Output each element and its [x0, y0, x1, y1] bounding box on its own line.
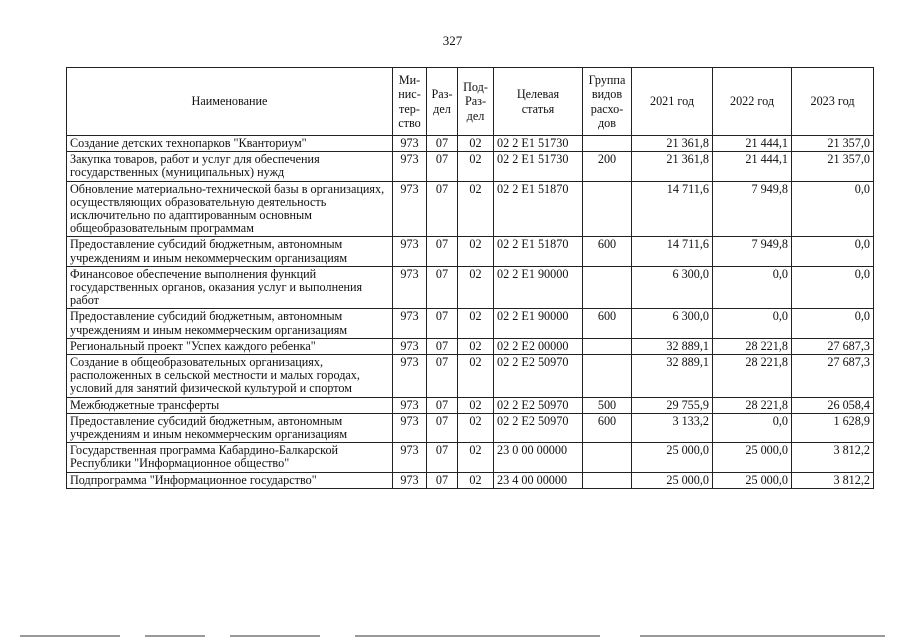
header-2021: 2021 год	[632, 68, 713, 136]
cell-y2023: 0,0	[792, 309, 874, 338]
cell-y2022: 21 444,1	[713, 152, 792, 181]
cell-name: Подпрограмма "Информационное государство"	[67, 472, 393, 488]
cell-y2022: 21 444,1	[713, 136, 792, 152]
cell-target: 02 2 Е1 51730	[494, 152, 583, 181]
cell-ministry: 973	[393, 443, 427, 472]
cell-subsection: 02	[458, 443, 494, 472]
header-name: Наименование	[67, 68, 393, 136]
cell-ministry: 973	[393, 181, 427, 237]
table-body	[67, 136, 874, 489]
cell-group	[583, 355, 632, 398]
cell-group	[583, 443, 632, 472]
table-row	[67, 443, 874, 472]
cell-ministry: 973	[393, 136, 427, 152]
cell-target: 02 2 Е2 50970	[494, 397, 583, 413]
header-subsection: Под- Раз- дел	[458, 68, 494, 136]
header-target: Целевая статья	[494, 68, 583, 136]
cell-y2022: 7 949,8	[713, 237, 792, 266]
cell-section: 07	[427, 237, 458, 266]
cell-target: 02 2 Е1 51870	[494, 181, 583, 237]
cell-subsection: 02	[458, 355, 494, 398]
cell-section: 07	[427, 266, 458, 309]
cell-y2023: 1 628,9	[792, 413, 874, 442]
cell-name: Предоставление субсидий бюджетным, автономным учреждениям и иным некоммерческим организациям	[67, 237, 393, 266]
cell-y2021: 6 300,0	[632, 309, 713, 338]
header-group: Группа видов расхо- дов	[583, 68, 632, 136]
cell-ministry: 973	[393, 472, 427, 488]
table-row	[67, 413, 874, 442]
cell-ministry: 973	[393, 397, 427, 413]
table-row	[67, 397, 874, 413]
cell-target: 02 2 Е2 00000	[494, 338, 583, 354]
cell-y2022: 25 000,0	[713, 472, 792, 488]
cell-section: 07	[427, 309, 458, 338]
cell-name: Предоставление субсидий бюджетным, автономным учреждениям и иным некоммерческим организациям	[67, 413, 393, 442]
cell-name: Создание детских технопарков "Кванториум"	[67, 136, 393, 152]
cell-ministry: 973	[393, 355, 427, 398]
cell-ministry: 973	[393, 309, 427, 338]
cell-subsection: 02	[458, 413, 494, 442]
cell-y2022: 28 221,8	[713, 338, 792, 354]
cell-subsection: 02	[458, 472, 494, 488]
cell-name: Государственная программа Кабардино-Балкарской Республики "Информационное общество"	[67, 443, 393, 472]
budget-table	[66, 67, 874, 489]
cell-name: Финансовое обеспечение выполнения функций государственных органов, оказания услуг и выполнения работ	[67, 266, 393, 309]
cell-section: 07	[427, 152, 458, 181]
cell-subsection: 02	[458, 266, 494, 309]
cell-y2021: 21 361,8	[632, 136, 713, 152]
cell-target: 02 2 Е2 50970	[494, 355, 583, 398]
cell-y2023: 21 357,0	[792, 152, 874, 181]
cell-section: 07	[427, 136, 458, 152]
cell-y2021: 21 361,8	[632, 152, 713, 181]
cell-y2022: 0,0	[713, 413, 792, 442]
cell-y2023: 0,0	[792, 181, 874, 237]
cell-y2023: 27 687,3	[792, 355, 874, 398]
cell-section: 07	[427, 181, 458, 237]
cell-section: 07	[427, 443, 458, 472]
cell-subsection: 02	[458, 338, 494, 354]
cell-ministry: 973	[393, 266, 427, 309]
cell-group	[583, 266, 632, 309]
cell-y2022: 0,0	[713, 309, 792, 338]
cell-target: 23 0 00 00000	[494, 443, 583, 472]
cell-y2023: 26 058,4	[792, 397, 874, 413]
cell-section: 07	[427, 397, 458, 413]
cell-group: 600	[583, 237, 632, 266]
cell-section: 07	[427, 413, 458, 442]
header-2022: 2022 год	[713, 68, 792, 136]
cell-name: Региональный проект "Успех каждого ребенка"	[67, 338, 393, 354]
cell-y2023: 0,0	[792, 266, 874, 309]
cell-ministry: 973	[393, 413, 427, 442]
cell-y2022: 0,0	[713, 266, 792, 309]
cell-name: Создание в общеобразовательных организациях, расположенных в сельской местности и малых городах, условий для занятий физической культурой и спортом	[67, 355, 393, 398]
cell-section: 07	[427, 355, 458, 398]
cell-y2021: 25 000,0	[632, 443, 713, 472]
cell-subsection: 02	[458, 181, 494, 237]
cell-target: 02 2 Е1 90000	[494, 266, 583, 309]
cell-y2021: 14 711,6	[632, 181, 713, 237]
cell-name: Межбюджетные трансферты	[67, 397, 393, 413]
cell-y2021: 6 300,0	[632, 266, 713, 309]
table-row	[67, 338, 874, 354]
cell-y2021: 32 889,1	[632, 338, 713, 354]
cell-y2021: 25 000,0	[632, 472, 713, 488]
cell-group: 200	[583, 152, 632, 181]
cell-ministry: 973	[393, 237, 427, 266]
cell-subsection: 02	[458, 237, 494, 266]
cell-y2021: 32 889,1	[632, 355, 713, 398]
cell-y2023: 3 812,2	[792, 443, 874, 472]
cell-group	[583, 181, 632, 237]
header-section: Раз- дел	[427, 68, 458, 136]
cell-group: 600	[583, 309, 632, 338]
cell-group	[583, 136, 632, 152]
cell-group	[583, 472, 632, 488]
cell-y2021: 29 755,9	[632, 397, 713, 413]
cell-name: Закупка товаров, работ и услуг для обеспечения государственных (муниципальных) нужд	[67, 152, 393, 181]
cell-y2023: 3 812,2	[792, 472, 874, 488]
cell-subsection: 02	[458, 136, 494, 152]
cell-y2022: 25 000,0	[713, 443, 792, 472]
table-row	[67, 266, 874, 309]
cell-y2022: 28 221,8	[713, 355, 792, 398]
cell-target: 02 2 Е1 51870	[494, 237, 583, 266]
cell-name: Предоставление субсидий бюджетным, автономным учреждениям и иным некоммерческим организациям	[67, 309, 393, 338]
cell-target: 02 2 Е1 51730	[494, 136, 583, 152]
cell-y2023: 0,0	[792, 237, 874, 266]
table-row	[67, 181, 874, 237]
cell-y2022: 7 949,8	[713, 181, 792, 237]
cell-y2021: 14 711,6	[632, 237, 713, 266]
page-bottom-rule	[0, 630, 905, 640]
table-row	[67, 355, 874, 398]
cell-y2023: 21 357,0	[792, 136, 874, 152]
cell-subsection: 02	[458, 397, 494, 413]
cell-group: 500	[583, 397, 632, 413]
cell-section: 07	[427, 338, 458, 354]
cell-y2022: 28 221,8	[713, 397, 792, 413]
cell-target: 02 2 Е2 50970	[494, 413, 583, 442]
cell-section: 07	[427, 472, 458, 488]
table-row	[67, 309, 874, 338]
cell-target: 02 2 Е1 90000	[494, 309, 583, 338]
table-row	[67, 136, 874, 152]
table-header-row	[67, 68, 874, 136]
cell-ministry: 973	[393, 338, 427, 354]
cell-name: Обновление материально-технической базы в организациях, осуществляющих образовательную деятельность исключительно по адаптированным основным общеобразовательным программам	[67, 181, 393, 237]
cell-group	[583, 338, 632, 354]
cell-group: 600	[583, 413, 632, 442]
header-ministry: Ми- нис- тер- ство	[393, 68, 427, 136]
table-row	[67, 237, 874, 266]
header-2023: 2023 год	[792, 68, 874, 136]
cell-y2021: 3 133,2	[632, 413, 713, 442]
cell-y2023: 27 687,3	[792, 338, 874, 354]
page-number: 327	[442, 33, 463, 48]
cell-subsection: 02	[458, 152, 494, 181]
table-row	[67, 472, 874, 488]
cell-subsection: 02	[458, 309, 494, 338]
table-row	[67, 152, 874, 181]
cell-target: 23 4 00 00000	[494, 472, 583, 488]
cell-ministry: 973	[393, 152, 427, 181]
